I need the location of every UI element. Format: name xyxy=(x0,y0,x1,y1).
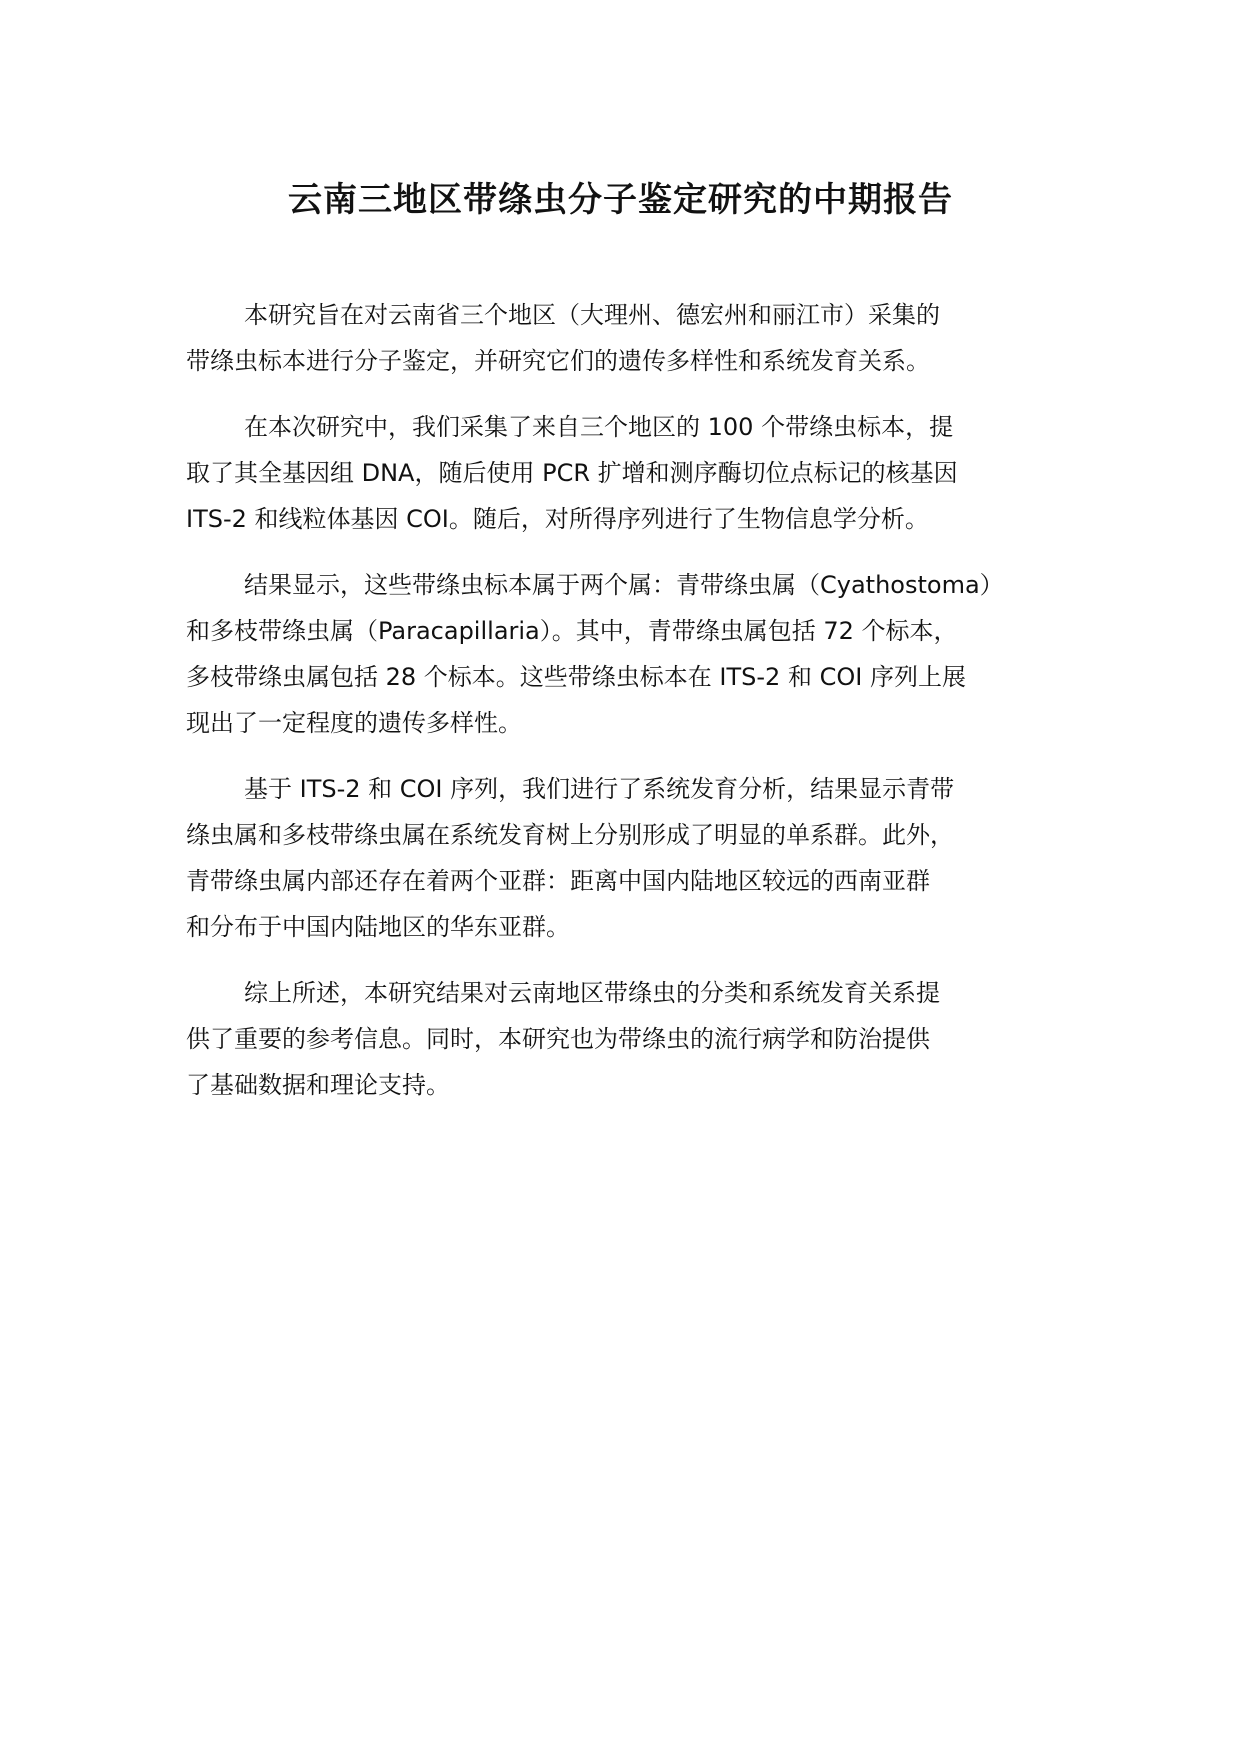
paragraph-4 xyxy=(186,766,1076,950)
paragraph-3 xyxy=(186,562,1076,746)
paragraph-2 xyxy=(186,404,1076,542)
paragraph-line: 本研究旨在对云南省三个地区（大理州、德宏州和丽江市）采集的 xyxy=(244,301,940,329)
paragraph-line: 青带绦虫属内部还存在着两个亚群：距离中国内陆地区较远的西南亚群 xyxy=(186,867,930,895)
paragraph-line: 绦虫属和多枝带绦虫属在系统发育树上分别形成了明显的单系群。此外， xyxy=(186,821,954,849)
paragraph-line: 基于 ITS-2 和 COI 序列，我们进行了系统发育分析，结果显示青带 xyxy=(244,775,955,803)
paragraph-line: 了基础数据和理论支持。 xyxy=(186,1071,450,1099)
document-body xyxy=(186,292,1076,1128)
paragraph-1 xyxy=(186,292,1076,384)
paragraph-line: 和分布于中国内陆地区的华东亚群。 xyxy=(186,913,570,941)
paragraph-line: 带绦虫标本进行分子鉴定，并研究它们的遗传多样性和系统发育关系。 xyxy=(186,347,930,375)
paragraph-line: 综上所述，本研究结果对云南地区带绦虫的分类和系统发育关系提 xyxy=(244,979,940,1007)
paragraph-line: 现出了一定程度的遗传多样性。 xyxy=(186,709,522,737)
paragraph-line: 在本次研究中，我们采集了来自三个地区的 100 个带绦虫标本，提 xyxy=(244,413,954,441)
paragraph-line: 结果显示，这些带绦虫标本属于两个属：青带绦虫属（Cyathostoma） xyxy=(244,571,1004,599)
paragraph-line: ITS-2 和线粒体基因 COI。随后，对所得序列进行了生物信息学分析。 xyxy=(186,505,929,533)
paragraph-line: 供了重要的参考信息。同时，本研究也为带绦虫的流行病学和防治提供 xyxy=(186,1025,930,1053)
paragraph-5 xyxy=(186,970,1076,1108)
paragraph-line: 多枝带绦虫属包括 28 个标本。这些带绦虫标本在 ITS-2 和 COI 序列上展 xyxy=(186,663,966,691)
document-title: 云南三地区带绦虫分子鉴定研究的中期报告 xyxy=(288,180,953,220)
paragraph-line: 取了其全基因组 DNA，随后使用 PCR 扩增和测序酶切位点标记的核基因 xyxy=(186,459,958,487)
paragraph-line: 和多枝带绦虫属（Paracapillaria）。其中，青带绦虫属包括 72 个标本， xyxy=(186,617,958,645)
